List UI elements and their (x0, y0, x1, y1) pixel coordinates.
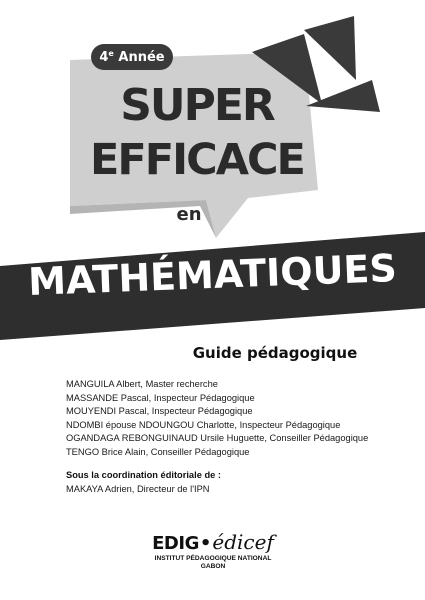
publisher-brand (128, 532, 298, 553)
subtitle: Guide pédagogique (192, 344, 358, 362)
brand-separator: • (199, 533, 212, 554)
publisher-logo (128, 532, 298, 571)
brand-edicef: édicef (212, 530, 274, 554)
coordination-heading: Sous la coordination éditoriale de : (66, 470, 221, 480)
author-list (66, 378, 368, 460)
grade-badge (91, 44, 173, 70)
grade-number: 4 (99, 49, 109, 65)
title-line-1: SUPER (120, 80, 274, 131)
title-line-2: EFFICACE (90, 135, 304, 185)
grade-suffix: e (108, 48, 114, 58)
coordination-name: MAKAYA Adrien, Directeur de l'IPN (66, 484, 210, 494)
author-item: MASSANDE Pascal, Inspecteur Pédagogique (66, 392, 255, 403)
author-item: MOUYENDI Pascal, Inspecteur Pédagogique (66, 406, 253, 417)
author-item: MANGUILA Albert, Master recherche (66, 379, 218, 389)
author-item: NDOMBI épouse NDOUNGOU Charlotte, Inspecteur Pédagogique (66, 419, 341, 430)
subject-title: MATHÉMATIQUES (27, 245, 398, 305)
author-item: OGANDAGA REBONGUINAUD Ursile Huguette, Conseiller Pédagogique (66, 433, 369, 444)
publisher-institute: INSTITUT PÉDAGOGIQUE NATIONAL (154, 555, 272, 562)
author-item: TENGO Brice Alain, Conseiller Pédagogique (66, 446, 250, 457)
brand-edig: EDIG (152, 533, 199, 554)
publisher-country: GABON (200, 563, 226, 570)
grade-label: Année (118, 49, 165, 65)
title-connector: en (176, 204, 202, 225)
